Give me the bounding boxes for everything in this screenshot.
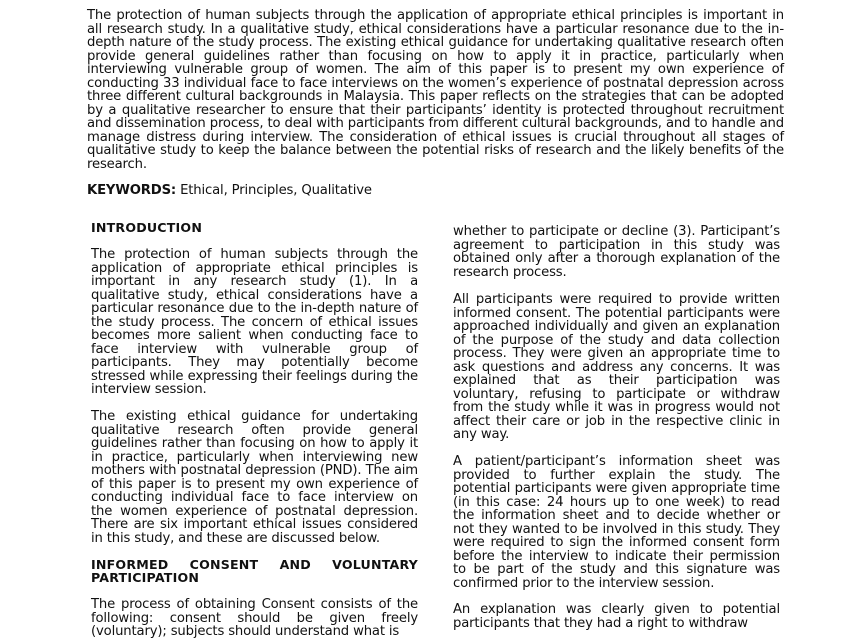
informed-consent-heading-line1: INFORMED CONSENT AND VOLUNTARY xyxy=(91,557,418,572)
abstract-text: The protection of human subjects through the application of appropriate ethical principles is important in all research study. In a qualitative study, ethical considerations have a particular resonance due to the in-depth nature of the study process. The existing ethical guidance for undertaking qualitative research often provide general guidelines rather than focusing on how to apply it in practice, particularly when interviewing vulnerable group of women. The aim of this paper is to present my own experience of conducting 33 individual face to face interviews on the women’s experience of postnatal depression across three different cultural backgrounds in Malaysia. This paper reflects on the strategies that can be adopted by a qualitative researcher to ensure that their participants’ identity is protected throughout recruitment and dissemination process, to deal with participants from different cultural backgrounds, and to handle and manage distress during interview. The consideration of ethical issues is crucial throughout all stages of qualitative study to keep the balance between the potential risks of research and the likely benefits of the research. xyxy=(87,8,784,172)
right-column-paragraph-2: All participants were required to provide written informed consent. The potential participants were approached individually and given an explanation of the purpose of the study and data collection process. They were given an appropriate time to ask questions and address any concerns. It was explained that as their participation was voluntary, refusing to participate or withdraw from the study while it was in progress would not affect their care or job in the respective clinic in any way. xyxy=(453,292,780,442)
right-column-paragraph-1: whether to participate or decline (3). Participant’s agreement to participation in this study was obtained only after a thorough explanation of the research process. xyxy=(453,224,780,280)
keywords-value: Ethical, Principles, Qualitative xyxy=(176,183,372,198)
right-column-paragraph-4: An explanation was clearly given to potential participants that they had a right to withdraw xyxy=(453,602,780,631)
introduction-paragraph-1: The protection of human subjects through the application of appropriate ethical principles is important in any research study (1). In a qualitative study, ethical considerations have a particular resonance due to the in-depth nature of the study process. The concern of ethical issues becomes more salient when conducting face to face interview with vulnerable group of participants. They may potentially become stressed while expressing their feelings during the interview session. xyxy=(91,247,418,397)
right-column-paragraph-3: A patient/participant’s information sheet was provided to further explain the study. The potential participants were given appropriate time (in this case: 24 hours up to one week) to read the information sheet and to decide whether or not they wanted to be involved in this study. They were required to sign the informed consent form before the interview to indicate their permission to be part of the study and this signature was confirmed prior to the interview session. xyxy=(453,454,780,591)
keywords-line xyxy=(87,184,784,198)
informed-consent-paragraph-1: The process of obtaining Consent consists of the following: consent should be given freely (voluntary); subjects should understand what is xyxy=(91,597,418,639)
introduction-paragraph-2: The existing ethical guidance for undertaking qualitative research often provide general guidelines rather than focusing on how to apply it in practice, particularly when interviewing new mothers with postnatal depression (PND). The aim of this paper is to present my own experience of conducting individual face to face interview on the women experience of postnatal depression. There are six important ethical issues considered in this study, and these are discussed below. xyxy=(91,409,418,546)
introduction-heading: INTRODUCTION xyxy=(91,220,203,235)
keywords-label: KEYWORDS: xyxy=(87,183,177,198)
informed-consent-heading-line2: PARTICIPATION xyxy=(91,570,200,585)
